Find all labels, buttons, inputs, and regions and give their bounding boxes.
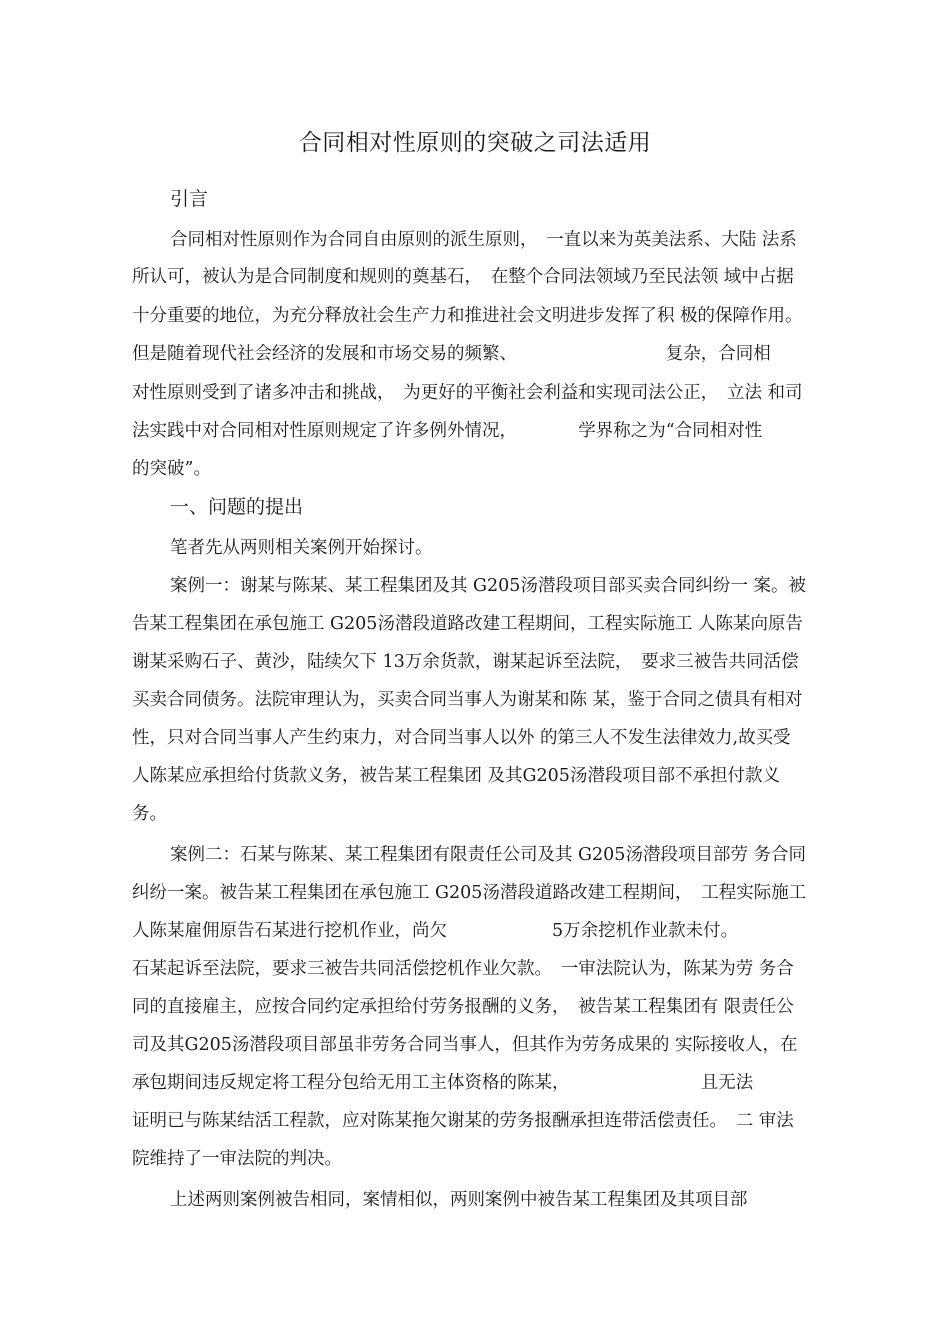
document-title: 合同相对性原则的突破之司法适用	[298, 130, 652, 156]
heading-section-1: 一、问题的提出	[170, 496, 304, 518]
text-line: 十分重要的地位，为充分释放社会生产力和推进社会文明进步发挥了积 极的保障作用。	[132, 306, 803, 326]
text-line: 所认可，被认为是合同制度和规则的奠基石， 在整个合同法领域乃至民法领 域中占据	[132, 267, 794, 287]
heading-introduction: 引言	[170, 188, 209, 210]
text-line: 纠纷一案。被告某工程集团在承包施工 G205汤潜段道路改建工程期间， 工程实际施工	[132, 883, 807, 903]
text-line: 的突破”。	[132, 459, 211, 479]
text-line: 谢某采购石子、黄沙，陆续欠下 13万余货款，谢某起诉至法院， 要求三被告共同活偿	[132, 652, 799, 672]
text-line: 承包期间违反规定将工程分包给无用工主体资格的陈某， 且无法	[132, 1073, 754, 1093]
text-line: 同的直接雇主，应按合同约定承担给付劳务报酬的义务， 被告某工程集团有 限责任公	[132, 997, 794, 1017]
text-line: 人陈某雇佣原告石某进行挖机作业，尚欠 5万余挖机作业款未付。	[132, 921, 739, 941]
text-line: 笔者先从两则相关案例开始探讨。	[170, 538, 433, 558]
text-line: 务。	[132, 804, 167, 824]
text-line: 法实践中对合同相对性原则规定了许多例外情况， 学界称之为“合同相对性	[132, 421, 763, 441]
text-line: 性，只对合同当事人产生约束力，对合同当事人以外 的第三人不发生法律效力,故买受	[132, 728, 791, 748]
text-line: 司及其G205汤潜段项目部虽非劳务合同当事人，但其作为劳务成果的 实际接收人，在	[132, 1035, 798, 1055]
text-line: 告某工程集团在承包施工 G205汤潜段道路改建工程期间，工程实际施工 人陈某向原告	[132, 614, 804, 634]
text-line: 证明已与陈某结活工程款，应对陈某拖欠谢某的劳务报酬承担连带活偿责任。 二 审法	[132, 1111, 794, 1131]
text-line: 买卖合同债务。法院审理认为，买卖合同当事人为谢某和陈 某，鉴于合同之债具有相对	[132, 690, 803, 710]
text-line: 合同相对性原则作为合同自由原则的派生原则， 一直以来为英美法系、大陆 法系	[170, 230, 797, 250]
text-line: 但是随着现代社会经济的发展和市场交易的频繁、 复杂，合同相	[132, 344, 771, 364]
text-line: 上述两则案例被告相同，案情相似，两则案例中被告某工程集团及其项目部	[170, 1190, 748, 1210]
text-line: 院维持了一审法院的判决。	[132, 1149, 342, 1169]
text-line: 石某起诉至法院，要求三被告共同活偿挖机作业欠款。 一审法院认为，陈某为劳 务合	[132, 959, 794, 979]
text-line: 案例二：石某与陈某、某工程集团有限责任公司及其 G205汤潜段项目部劳 务合同	[170, 845, 807, 865]
text-line: 对性原则受到了诸多冲击和挑战， 为更好的平衡社会利益和实现司法公正， 立法 和司	[132, 383, 803, 403]
text-line: 人陈某应承担给付货款义务，被告某工程集团 及其G205汤潜段项目部不承担付款义	[132, 766, 780, 786]
text-line: 案例一：谢某与陈某、某工程集团及其 G205汤潜段项目部买卖合同纠纷一 案。被	[170, 576, 807, 596]
